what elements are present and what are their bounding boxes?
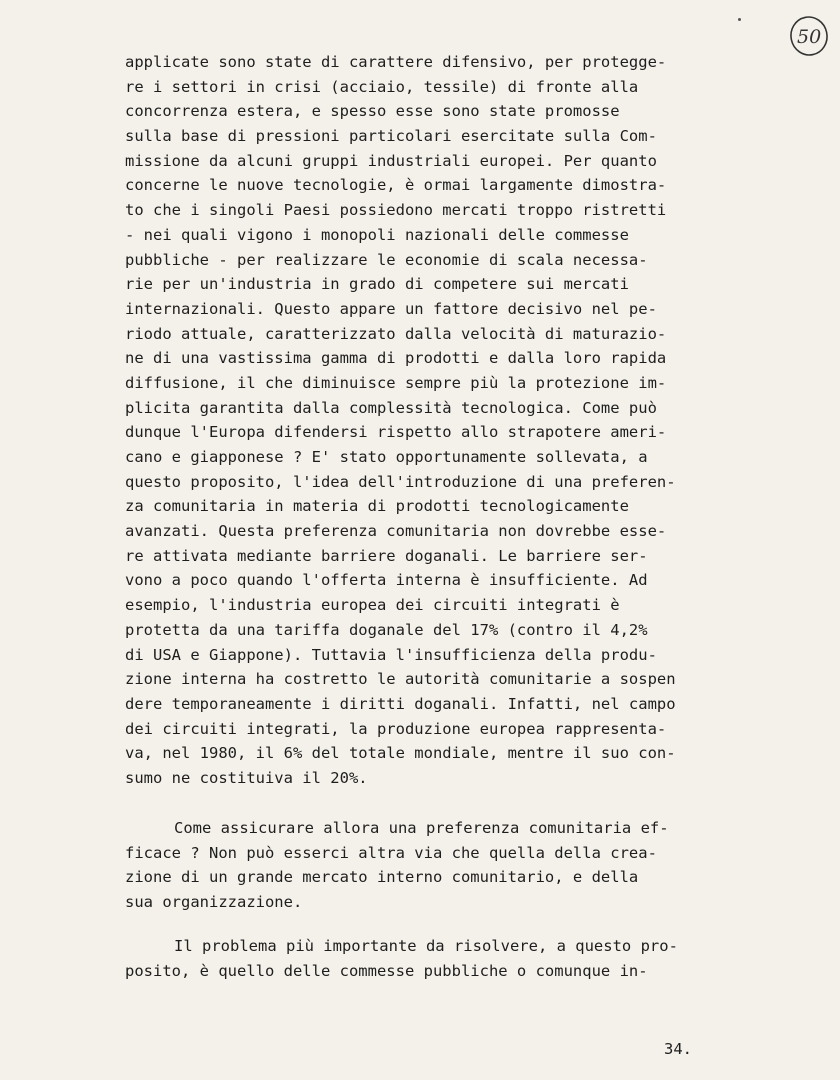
text-line: to che i singoli Paesi possiedono mercati troppo ristretti bbox=[125, 201, 667, 220]
text-line: questo proposito, l'idea dell'introduzione di una preferen- bbox=[125, 472, 676, 491]
text-line: Come assicurare allora una preferenza comunitaria ef- bbox=[174, 819, 669, 837]
paragraph-1 bbox=[125, 50, 676, 791]
text-line: sumo ne costituiva il 20%. bbox=[125, 768, 368, 787]
text-line: ficace ? Non può esserci altra via che quella della crea- bbox=[125, 843, 657, 862]
text-line: posito, è quello delle commesse pubbliche o comunque in- bbox=[125, 961, 648, 980]
paragraph-3 bbox=[125, 934, 678, 983]
archive-stamp bbox=[788, 14, 830, 58]
text-line: va, nel 1980, il 6% del totale mondiale, mentre il suo con- bbox=[125, 744, 676, 763]
text-line: riodo attuale, caratterizzato dalla velocità di maturazio- bbox=[125, 324, 667, 343]
paragraph-2 bbox=[125, 816, 669, 915]
text-line: protetta da una tariffa doganale del 17% (contro il 4,2% bbox=[125, 620, 648, 639]
text-line: concerne le nuove tecnologie, è ormai largamente dimostra- bbox=[125, 176, 667, 195]
text-line: dere temporaneamente i diritti doganali. Infatti, nel campo bbox=[125, 694, 676, 713]
text-line: vono a poco quando l'offerta interna è insufficiente. Ad bbox=[125, 571, 648, 590]
text-line: rie per un'industria in grado di competere sui mercati bbox=[125, 275, 629, 294]
text-line: cano e giapponese ? E' stato opportunamente sollevata, a bbox=[125, 448, 648, 466]
text-line: internazionali. Questo appare un fattore decisivo nel pe- bbox=[125, 299, 657, 318]
text-line: avanzati. Questa preferenza comunitaria non dovrebbe esse- bbox=[125, 522, 667, 541]
text-line: - nei quali vigono i monopoli nazionali delle commesse bbox=[125, 225, 629, 244]
text-line: plicita garantita dalla complessità tecnologica. Come può bbox=[125, 398, 657, 417]
text-line: esempio, l'industria europea dei circuiti integrati è bbox=[125, 596, 620, 615]
text-line: pubbliche - per realizzare le economie di scala necessa- bbox=[125, 250, 648, 269]
text-line: di USA e Giappone). Tuttavia l'insufficienza della produ- bbox=[125, 645, 657, 664]
text-line: dunque l'Europa difendersi rispetto allo strapotere ameri- bbox=[125, 423, 667, 442]
text-line: dei circuiti integrati, la produzione europea rappresenta- bbox=[125, 719, 667, 738]
text-line: missione da alcuni gruppi industriali europei. Per quanto bbox=[125, 151, 657, 170]
page-number: 34. bbox=[664, 1040, 692, 1058]
text-line: diffusione, il che diminuisce sempre più la protezione im- bbox=[125, 373, 667, 392]
text-line: zione interna ha costretto le autorità comunitarie a sospen bbox=[125, 670, 676, 689]
text-line: sua organizzazione. bbox=[125, 893, 303, 912]
stamp-number: 50 bbox=[797, 26, 822, 48]
text-line: re i settori in crisi (acciaio, tessile) di fronte alla bbox=[125, 77, 639, 96]
text-line: Il problema più importante da risolvere, a questo pro- bbox=[174, 937, 678, 955]
text-line: sulla base di pressioni particolari esercitate sulla Com- bbox=[125, 127, 657, 146]
text-line: concorrenza estera, e spesso esse sono state promosse bbox=[125, 102, 620, 121]
text-line: applicate sono state di carattere difensivo, per protegge- bbox=[125, 53, 667, 71]
text-line: za comunitaria in materia di prodotti tecnologicamente bbox=[125, 497, 629, 516]
paper-speck bbox=[738, 18, 741, 21]
text-line: ne di una vastissima gamma di prodotti e dalla loro rapida bbox=[125, 349, 667, 368]
text-line: zione di un grande mercato interno comunitario, e della bbox=[125, 868, 639, 887]
text-line: re attivata mediante barriere doganali. Le barriere ser- bbox=[125, 546, 648, 565]
